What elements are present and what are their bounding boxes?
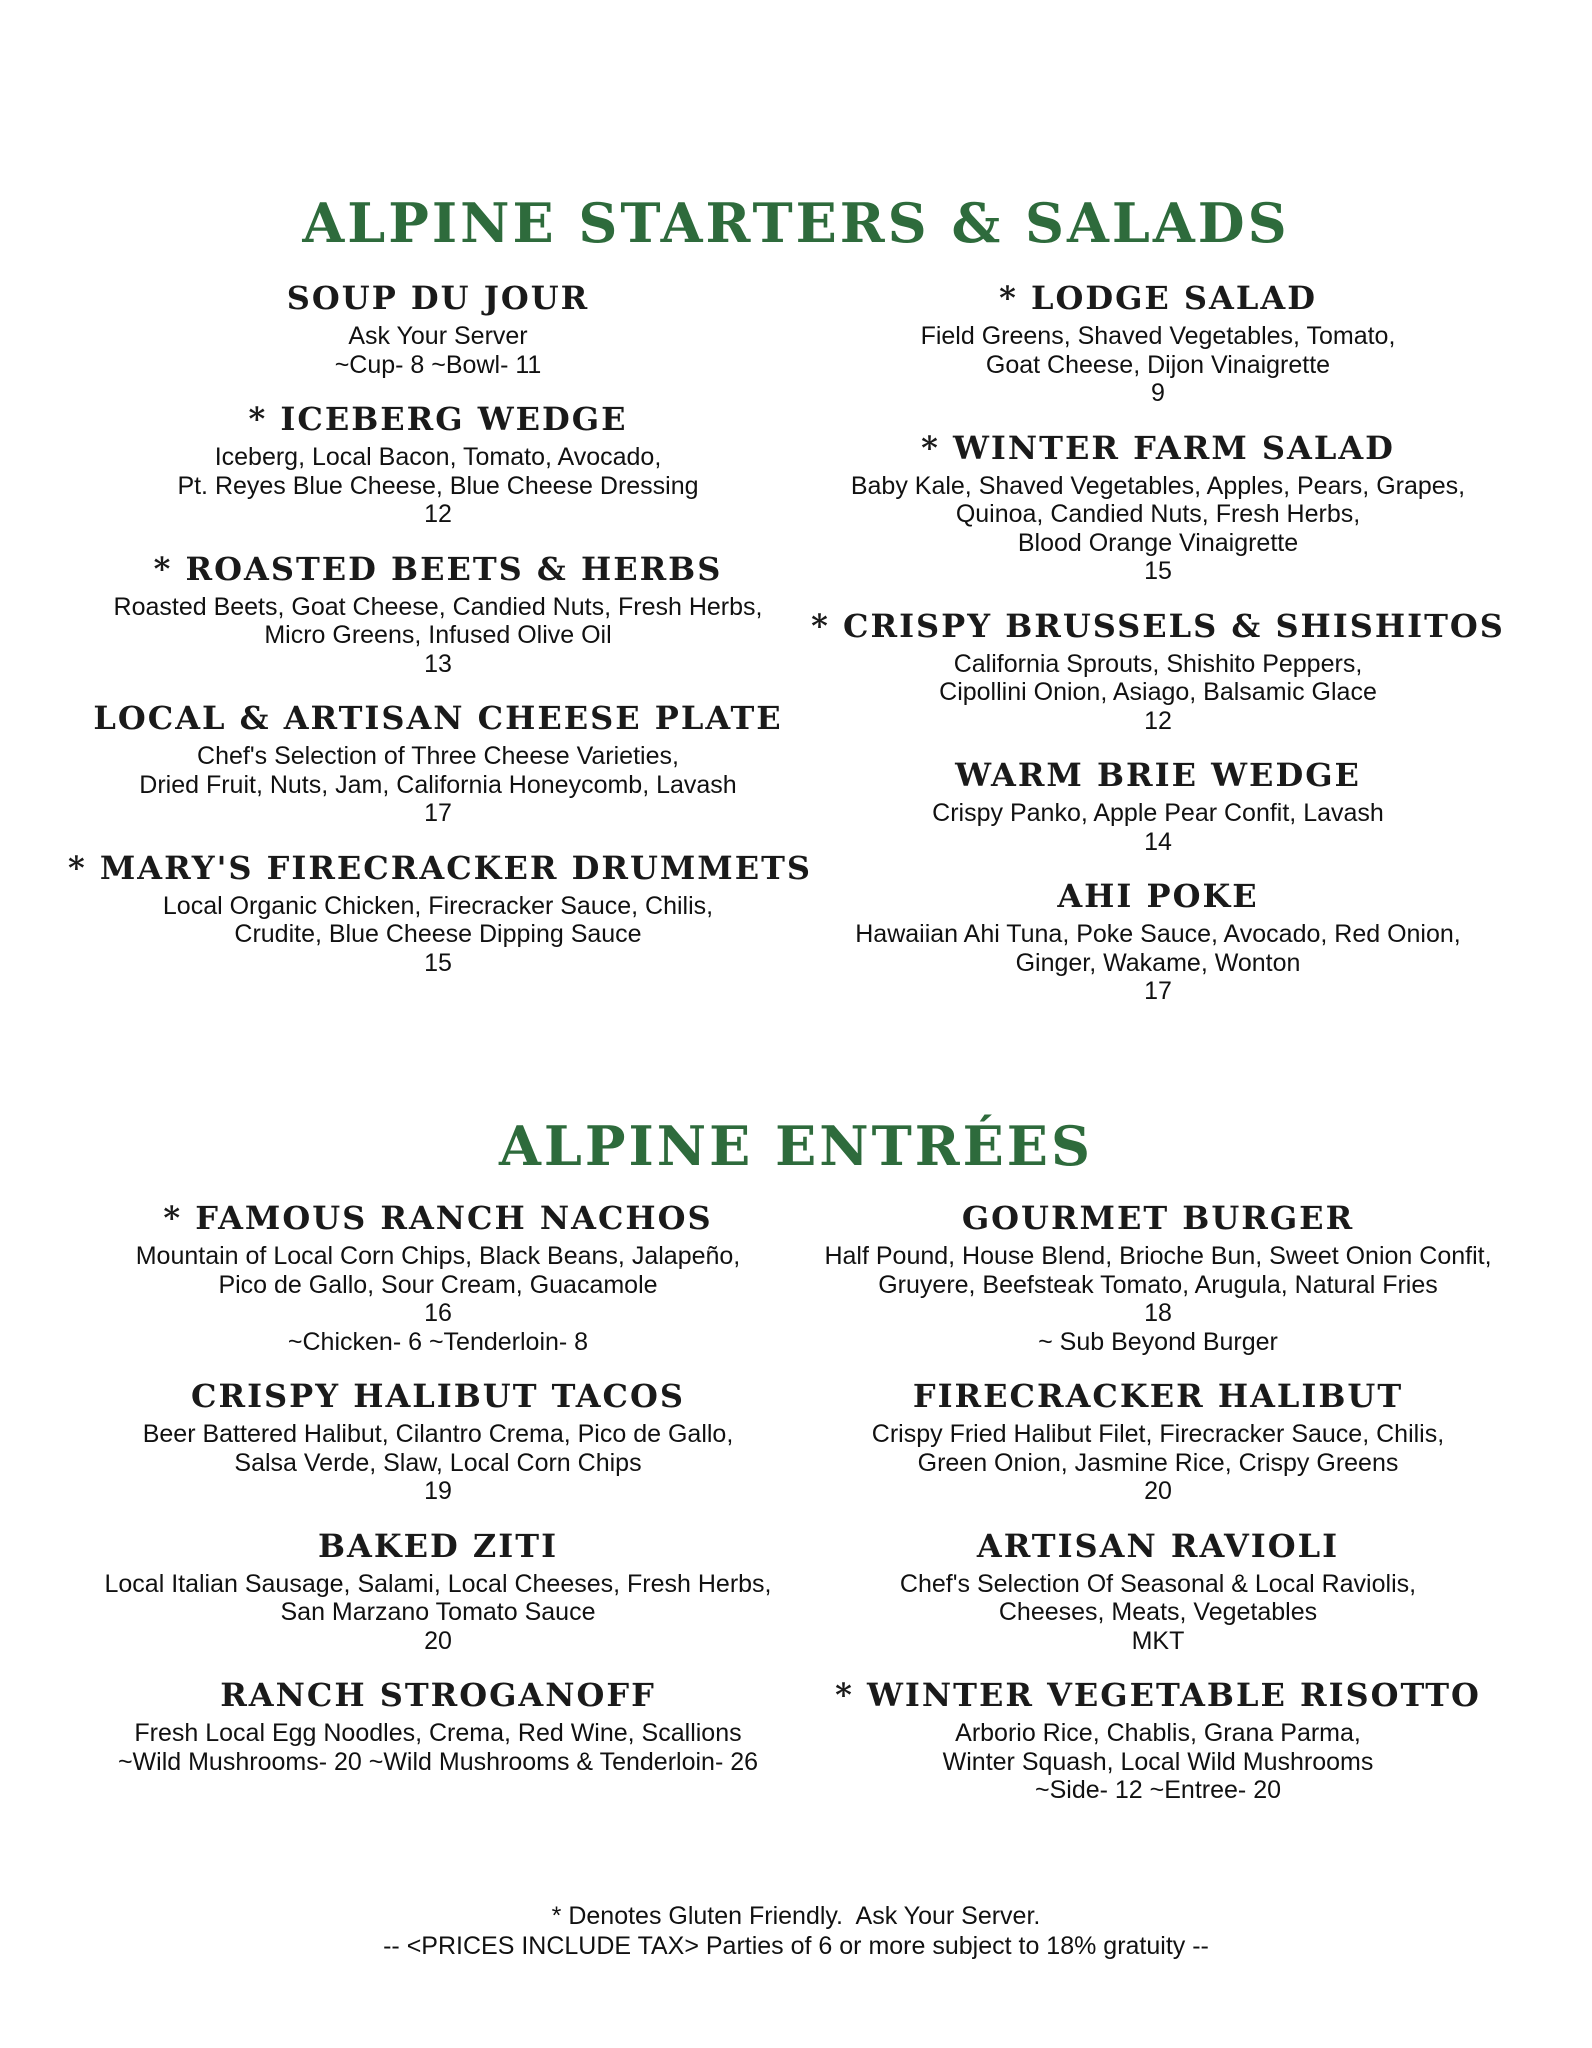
menu-item-name: * WINTER VEGETABLE RISOTTO — [835, 1676, 1481, 1714]
menu-item-line: Micro Greens, Infused Olive Oil — [264, 621, 612, 649]
menu-item-line: Goat Cheese, Dijon Vinaigrette — [985, 350, 1331, 379]
menu-item-description — [68, 593, 808, 679]
menu-item-description — [68, 322, 808, 379]
menu-item-line: 15 — [424, 948, 452, 977]
menu-item-line: Winter Squash, Local Wild Mushrooms — [942, 1747, 1374, 1776]
menu-item-line: San Marzano Tomato Sauce — [280, 1598, 596, 1626]
menu-item — [788, 1675, 1528, 1805]
menu-item — [788, 1526, 1528, 1656]
menu-item-name: AHI POKE — [1057, 877, 1259, 915]
menu-item-name: GOURMET BURGER — [961, 1199, 1355, 1237]
menu-item-line: Mountain of Local Corn Chips, Black Beans, Jalapeño, — [135, 1242, 741, 1270]
menu-item-line: Local Organic Chicken, Firecracker Sauce, Chilis, — [162, 891, 714, 920]
menu-item-name: BAKED ZITI — [317, 1526, 559, 1565]
menu-item-description — [788, 799, 1528, 856]
menu-item-description — [788, 650, 1528, 736]
menu-item-line: 17 — [424, 799, 452, 827]
menu-item-name: * LODGE SALAD — [999, 279, 1317, 317]
menu-item — [68, 549, 808, 679]
menu-item-description — [788, 322, 1528, 408]
menu-item-line: 19 — [424, 1477, 452, 1505]
menu-item-line: Local Italian Sausage, Salami, Local Cheeses, Fresh Herbs, — [104, 1569, 772, 1598]
entrees-left-column — [68, 1198, 808, 1776]
menu-item — [68, 698, 808, 828]
menu-item — [788, 278, 1528, 408]
menu-item-description — [68, 1570, 808, 1656]
menu-item-line: 13 — [424, 649, 452, 678]
menu-item-name: FIRECRACKER HALIBUT — [912, 1377, 1404, 1415]
menu-item-description — [68, 1242, 808, 1356]
menu-footer — [0, 1901, 1592, 1961]
menu-item-line: Roasted Beets, Goat Cheese, Candied Nuts, Fresh Herbs, — [113, 592, 763, 621]
menu-item-name: ARTISAN RAVIOLI — [976, 1526, 1340, 1565]
menu-item-description — [788, 1242, 1528, 1356]
starters-left-column — [68, 278, 812, 977]
menu-item-line: Crispy Panko, Apple Pear Confit, Lavash — [932, 799, 1384, 827]
menu-item — [68, 1376, 808, 1506]
entrees-section-title: ALPINE ENTRÉES — [499, 1114, 1093, 1178]
menu-item-description — [68, 1420, 808, 1506]
menu-item-name: SOUP DU JOUR — [286, 279, 590, 317]
menu-item-line: 20 — [1144, 1477, 1172, 1505]
menu-item-line: Salsa Verde, Slaw, Local Corn Chips — [234, 1448, 642, 1477]
menu-item-line: Cipollini Onion, Asiago, Balsamic Glace — [939, 678, 1377, 706]
menu-item-line: Gruyere, Beefsteak Tomato, Arugula, Natural Fries — [878, 1270, 1438, 1299]
menu-item-line: ~Chicken- 6 ~Tenderloin- 8 — [287, 1327, 589, 1356]
menu-item — [788, 1198, 1528, 1356]
menu-item-line: Beer Battered Halibut, Cilantro Crema, Pico de Gallo, — [142, 1420, 734, 1448]
menu-item-name: * WINTER FARM SALAD — [921, 428, 1395, 467]
starters-right-column — [788, 278, 1528, 1006]
menu-item-line: ~Wild Mushrooms- 20 ~Wild Mushrooms & Tenderloin- 26 — [117, 1747, 759, 1776]
menu-item-line: Field Greens, Shaved Vegetables, Tomato, — [920, 322, 1396, 350]
menu-item-line: Fresh Local Egg Noodles, Crema, Red Wine, Scallions — [134, 1719, 742, 1747]
menu-item-description — [788, 920, 1528, 1006]
menu-item — [788, 1376, 1528, 1506]
menu-item-line: 16 — [424, 1299, 452, 1327]
menu-item-line: Crispy Fried Halibut Filet, Firecracker Sauce, Chilis, — [871, 1420, 1445, 1448]
menu-item — [68, 1675, 808, 1776]
menu-item — [788, 606, 1528, 736]
menu-item-name: * MARY'S FIRECRACKER DRUMMETS — [68, 848, 812, 887]
menu-item-line: Chef's Selection Of Seasonal & Local Raviolis, — [899, 1569, 1417, 1598]
menu-item-description — [788, 1570, 1528, 1656]
menu-item — [68, 1526, 808, 1656]
menu-item-line: Arborio Rice, Chablis, Grana Parma, — [955, 1719, 1361, 1747]
menu-item-line: 9 — [1151, 379, 1165, 407]
menu-item-line: Dried Fruit, Nuts, Jam, California Honeycomb, Lavash — [139, 770, 737, 799]
menu-item-name: * FAMOUS RANCH NACHOS — [163, 1199, 713, 1237]
menu-item — [788, 428, 1528, 586]
menu-item-line: Cheeses, Meats, Vegetables — [998, 1598, 1318, 1626]
menu-item-line: Crudite, Blue Cheese Dipping Sauce — [234, 920, 642, 948]
menu-item-line: Iceberg, Local Bacon, Tomato, Avocado, — [214, 443, 662, 471]
menu-item-line: 15 — [1144, 557, 1172, 585]
menu-item-line: 17 — [1144, 977, 1172, 1005]
menu-item-name: RANCH STROGANOFF — [220, 1676, 656, 1714]
menu-item-line: Chef's Selection of Three Cheese Varieties, — [197, 742, 679, 770]
tax-gratuity-note: -- <PRICES INCLUDE TAX> Parties of 6 or more subject to 18% gratuity -- — [383, 1932, 1209, 1960]
menu-item-name: WARM BRIE WEDGE — [955, 756, 1361, 794]
menu-item-line: 20 — [424, 1626, 452, 1655]
menu-item-line: Baby Kale, Shaved Vegetables, Apples, Pears, Grapes, — [850, 471, 1466, 500]
menu-item-description — [68, 443, 808, 529]
menu-item-line: 12 — [1144, 706, 1172, 735]
menu-item-line: Ask Your Server — [348, 322, 528, 350]
menu-item-line: Blood Orange Vinaigrette — [1017, 528, 1299, 557]
menu-item — [788, 755, 1528, 856]
menu-item-description — [68, 742, 808, 828]
menu-item-line: 14 — [1144, 827, 1172, 856]
menu-item-description — [68, 1719, 808, 1776]
menu-item-line: 12 — [424, 500, 452, 528]
menu-item-description — [68, 892, 808, 978]
menu-item-name: LOCAL & ARTISAN CHEESE PLATE — [93, 699, 783, 737]
menu-item-name: CRISPY HALIBUT TACOS — [191, 1377, 685, 1415]
menu-item-line: Pt. Reyes Blue Cheese, Blue Cheese Dressing — [177, 471, 699, 500]
menu-item-description — [788, 472, 1528, 586]
gluten-friendly-note: * Denotes Gluten Friendly. Ask Your Server. — [551, 1902, 1041, 1930]
menu-item-line: MKT — [1131, 1626, 1185, 1655]
menu-item — [68, 278, 808, 379]
menu-item-line: Hawaiian Ahi Tuna, Poke Sauce, Avocado, Red Onion, — [855, 920, 1461, 948]
menu-item-line: Ginger, Wakame, Wonton — [1015, 948, 1301, 977]
menu-item-line: ~Side- 12 ~Entree- 20 — [1035, 1776, 1281, 1804]
menu-item — [788, 876, 1528, 1006]
menu-item-description — [788, 1420, 1528, 1506]
menu-item — [68, 1198, 808, 1356]
menu-item-name: * ROASTED BEETS & HERBS — [153, 549, 723, 588]
menu-item-line: California Sprouts, Shishito Peppers, — [953, 649, 1363, 678]
menu-item-name: * CRISPY BRUSSELS & SHISHITOS — [811, 606, 1505, 645]
entrees-right-column — [788, 1198, 1528, 1805]
menu-item-line: Half Pound, House Blend, Brioche Bun, Sweet Onion Confit, — [824, 1242, 1492, 1270]
starters-section-title: ALPINE STARTERS & SALADS — [302, 191, 1290, 255]
menu-item — [68, 848, 812, 978]
menu-item-line: Pico de Gallo, Sour Cream, Guacamole — [218, 1270, 658, 1299]
menu-item-description — [788, 1719, 1528, 1805]
menu-item-line: Quinoa, Candied Nuts, Fresh Herbs, — [955, 500, 1361, 528]
menu-item-line: 18 — [1144, 1299, 1172, 1327]
menu-item-line: ~Cup- 8 ~Bowl- 11 — [334, 350, 542, 379]
menu-item-line: Green Onion, Jasmine Rice, Crispy Greens — [917, 1448, 1399, 1477]
menu-item-name: * ICEBERG WEDGE — [248, 400, 628, 438]
menu-item — [68, 399, 808, 529]
menu-item-line: ~ Sub Beyond Burger — [1038, 1327, 1278, 1356]
